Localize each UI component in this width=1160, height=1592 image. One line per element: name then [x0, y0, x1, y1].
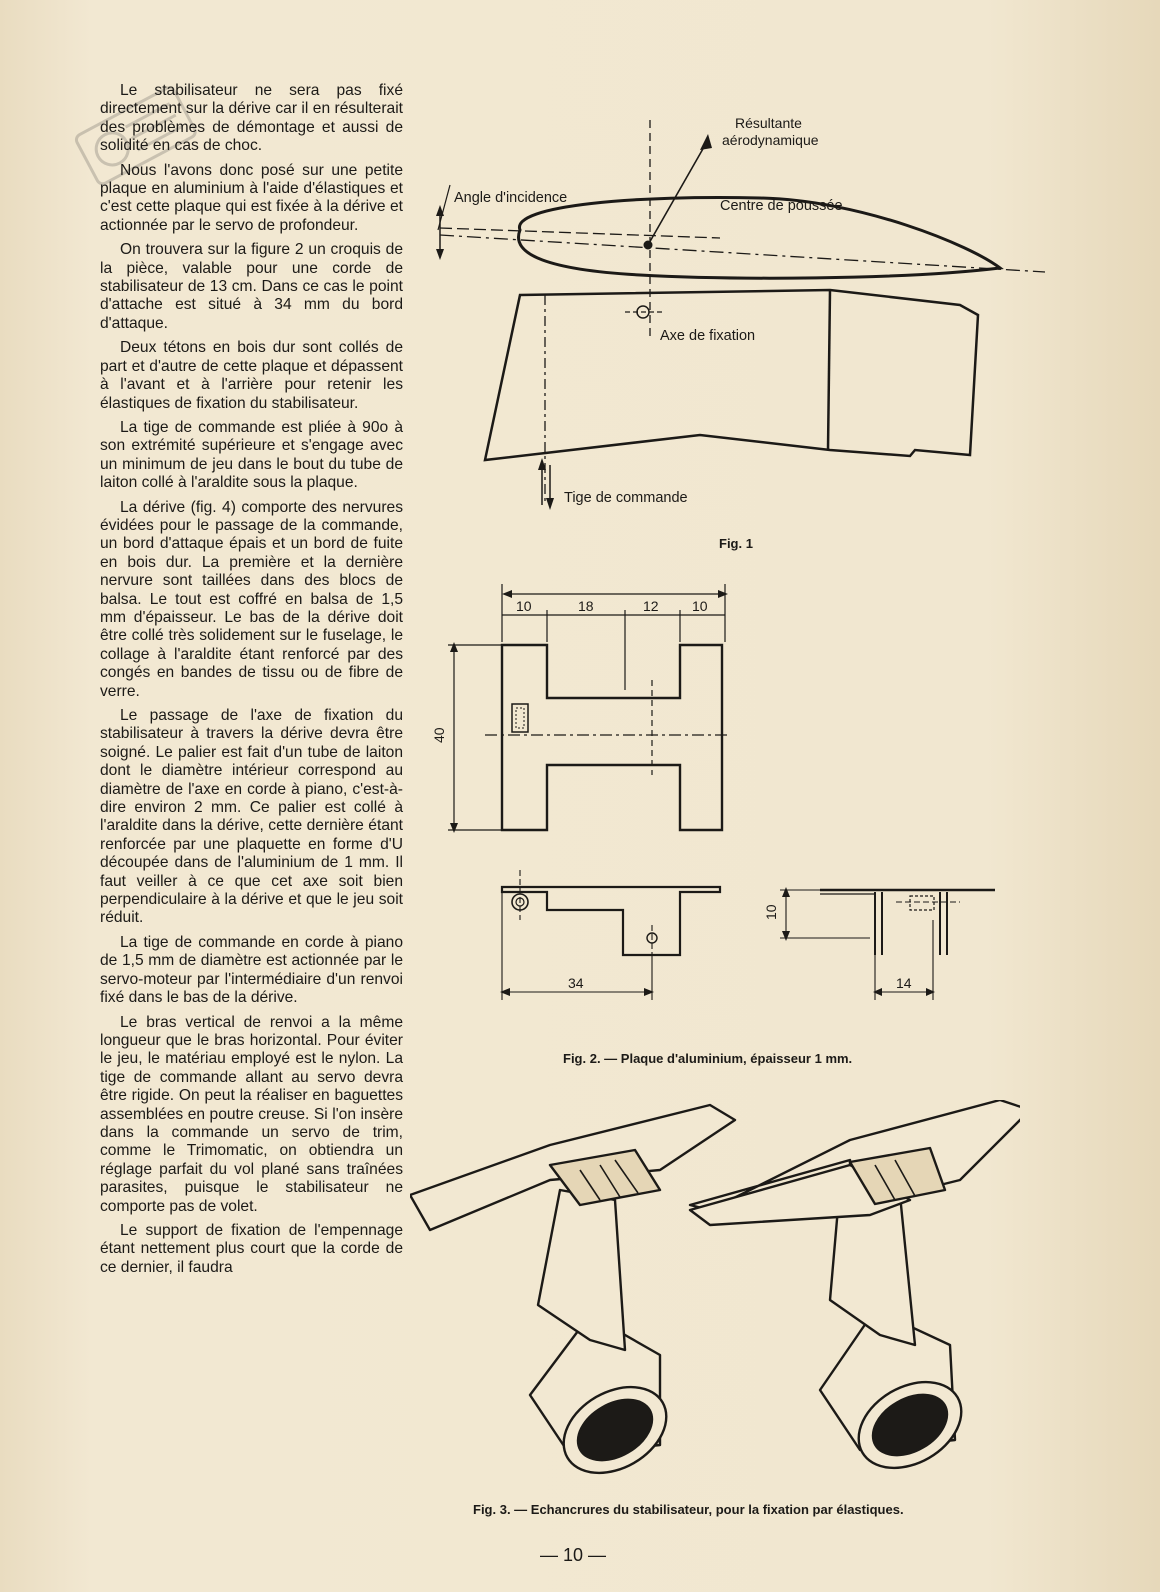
paragraph: Nous l'avons donc posé sur une petite plaque en aluminium à l'aide d'élastiques et c'est cette plaque qui est fixée à la dérive et actionnée par le servo de profondeur.	[100, 161, 403, 234]
paragraph: Le passage de l'axe de fixation du stabilisateur à travers la dérive devra être soigné. Le palier est fait d'un tube de laiton dont le diamètre intérieur correspond au diamètre de l'axe en corde à piano, c'est-à-dire environ 2 mm. Ce palier est collé à l'araldite dans la dérive, cette dernière étant renforcée par une plaquette en forme d'U découpée dans de l'aluminium de 1 mm. Il faut veiller à ce que cet axe soit bien perpendiculaire à la dérive et que le jeu soit réduit.	[100, 707, 403, 927]
paragraph: Le stabilisateur ne sera pas fixé directement sur la dérive car il en résulterait des problèmes de démontage et aussi de solidité en cas de choc.	[100, 82, 403, 155]
paragraph: La dérive (fig. 4) comporte des nervures évidées pour le passage de la commande, un bord d'attaque épais et un bord de fuite en bois dur. La première et la dernière nervure sont taillées dans des blocs de balsa. Le tout est coffré en balsa de 1,5 mm d'épaisseur. Le bas de la dérive doit être collé très solidement sur le fuselage, le collage à l'araldite étant renforcé par des congés en bandes de tissu ou de fibre de verre.	[100, 498, 403, 700]
figure-3-illustration	[410, 1100, 1020, 1500]
figure-1-caption: Fig. 1	[719, 536, 753, 551]
fig1-label-tige: Tige de commande	[564, 490, 688, 506]
fig2-dim-18: 18	[578, 598, 594, 614]
fig2-dim-10b: 10	[692, 598, 708, 614]
paragraph: La tige de commande est pliée à 90o à son extrémité supérieure et s'engage avec un minimum de jeu dans le bout du tube de laiton collé à l'araldite sous la plaque.	[100, 418, 403, 492]
paragraph: Le support de fixation de l'empennage étant nettement plus court que la corde de ce dernier, il faudra	[100, 1221, 403, 1276]
fig1-label-axe: Axe de fixation	[660, 328, 756, 344]
figure-2-caption: Fig. 2. — Plaque d'aluminium, épaisseur 1 mm.	[563, 1051, 853, 1066]
figure-3-caption: Fig. 3. — Echancrures du stabilisateur, pour la fixation par élastiques.	[473, 1502, 904, 1517]
paragraph: La tige de commande en corde à piano de 1,5 mm de diamètre est actionnée par le servo-moteur par l'intermédiaire d'un renvoi fixé dans le bas de la dérive.	[100, 933, 403, 1007]
figure-2-diagram	[430, 580, 1020, 1020]
fig2-dim-14: 14	[896, 975, 912, 991]
fig2-dim-34: 34	[568, 975, 584, 991]
paragraph: Le bras vertical de renvoi a la même longueur que le bras horizontal. Pour éviter le jeu, le matériau employé est le nylon. La tige de commande allant au servo devra être rigide. On peut la réaliser en baguettes assemblées en poutre creuse. Si l'on insère dans la commande un servo de trim, comme le Trimomatic, on obtiendra un réglage parfait du vol plané sans traînées parasites, puisque le stabilisateur ne comporte pas de volet.	[100, 1013, 403, 1215]
article-text-column	[100, 82, 403, 1283]
fig2-dim-10a: 10	[516, 598, 532, 614]
fig1-label-centre: Centre de poussée	[720, 198, 843, 214]
page-number: — 10 —	[540, 1545, 607, 1565]
fig2-dim-40: 40	[431, 727, 447, 743]
paragraph: On trouvera sur la figure 2 un croquis de la pièce, valable pour une corde de stabilisateur de 13 cm. Dans ce cas le point d'attache est situé à 34 mm du bord d'attaque.	[100, 241, 403, 332]
fig2-dim-10c: 10	[763, 904, 779, 920]
fig1-label-angle: Angle d'incidence	[454, 190, 568, 206]
fig1-label-aerodynamique: aérodynamique	[722, 132, 819, 148]
figure-1-diagram	[430, 110, 1070, 530]
fig1-label-resultante: Résultante	[735, 115, 802, 131]
fig2-dim-12: 12	[643, 598, 659, 614]
paragraph: Deux tétons en bois dur sont collés de part et d'autre de cette plaque et dépassent à l'avant et à l'arrière pour retenir les élastiques de fixation du stabilisateur.	[100, 339, 403, 412]
